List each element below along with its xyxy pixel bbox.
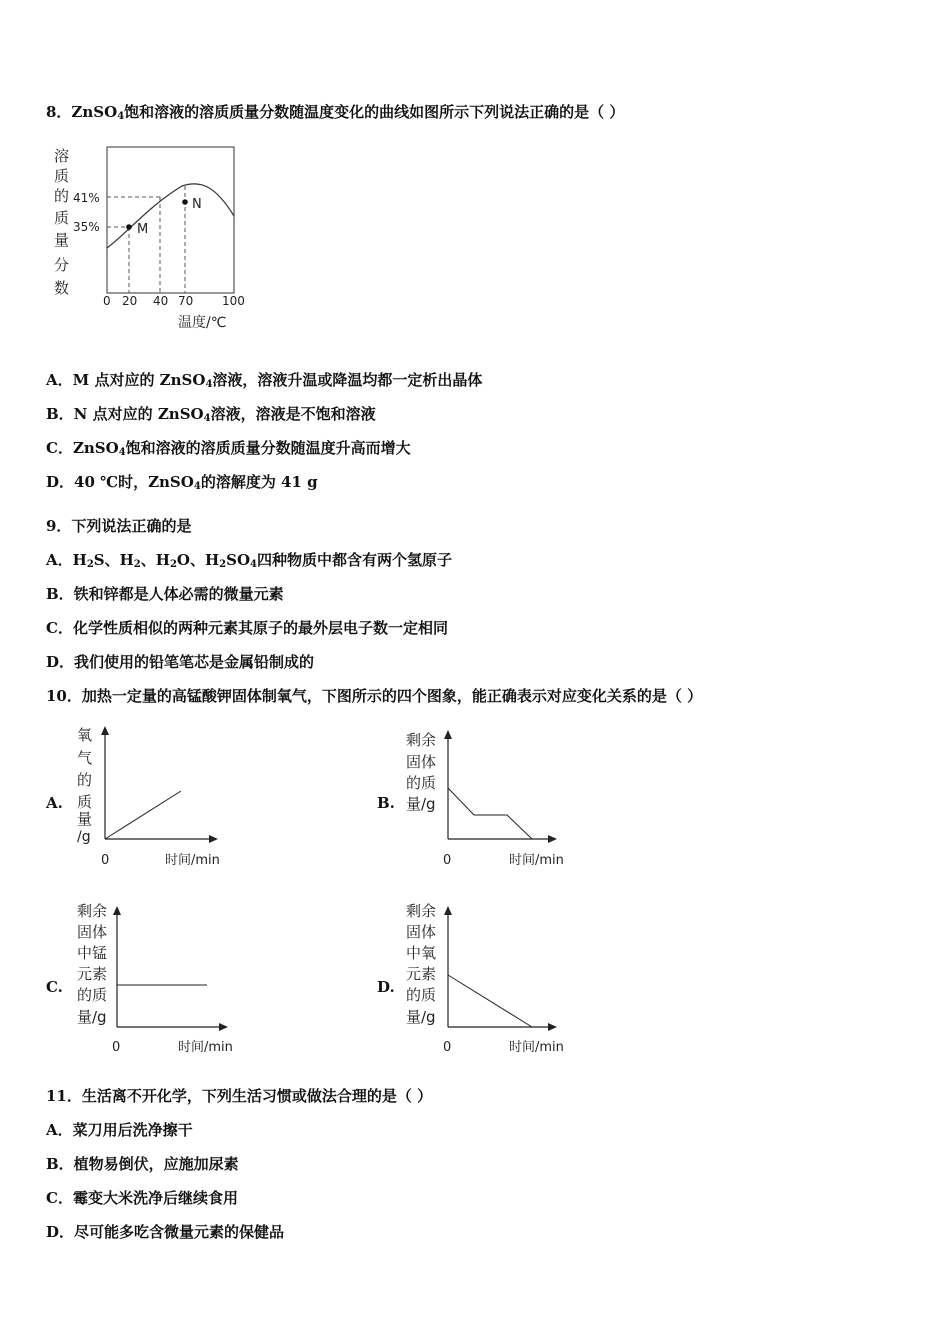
q9-option-a: A．$H_2S$、$H_2$、$H_2O$、$H_2SO_4$四种物质中都含有两个氢原子: [46, 551, 453, 570]
svg-text:时间/min: 时间/min: [165, 853, 220, 868]
svg-text:量: 量: [77, 810, 93, 828]
svg-text:的质: 的质: [406, 986, 437, 1004]
q8-ytick-35: 35%: [73, 220, 100, 234]
svg-text:量/g: 量/g: [406, 1008, 436, 1026]
svg-text:中氧: 中氧: [406, 944, 437, 962]
svg-text:剩余: 剩余: [77, 902, 108, 920]
q8-chart: [54, 147, 245, 331]
q8-ylabel-c6: 数: [54, 279, 70, 297]
q8-xtick-40: 40: [153, 294, 169, 308]
q9-option-b: B．铁和锌都是人体必需的微量元素: [46, 585, 284, 603]
q10-b-line: [448, 788, 532, 839]
q11-option-a: A．菜刀用后洗净擦干: [46, 1121, 193, 1139]
svg-text:氧: 氧: [77, 726, 93, 744]
q11-option-b: B．植物易倒伏，应施加尿素: [46, 1155, 239, 1173]
q8-xtick-100: 100: [222, 294, 245, 308]
q8-option-d: D．40 ℃时，ZnSO$_4$的溶解度为 41 g: [46, 473, 318, 492]
q8-ylabel-c2: 的: [54, 187, 70, 205]
q10-d-line: [448, 975, 532, 1027]
svg-text:的: 的: [77, 771, 93, 789]
svg-text:0: 0: [443, 1040, 452, 1055]
q11-stem: 11．生活离不开化学，下列生活习惯或做法合理的是（ ）: [46, 1087, 433, 1105]
q10-graph-d: [406, 902, 564, 1055]
q8-option-b: B．N 点对应的 ZnSO$_4$溶液，溶液是不饱和溶液: [46, 405, 376, 424]
q9-option-d: D．我们使用的铅笔笔芯是金属铅制成的: [46, 653, 315, 671]
q8-ylabel-c0: 溶: [54, 147, 70, 165]
svg-text:剩余: 剩余: [406, 902, 437, 920]
q8-point-n: [182, 199, 188, 205]
q8-option-c: C．ZnSO$_4$饱和溶液的溶质质量分数随温度升高而增大: [46, 439, 411, 458]
svg-text:中锰: 中锰: [77, 944, 108, 962]
q10-a-line: [105, 791, 181, 839]
svg-text:0: 0: [443, 853, 452, 868]
q8-stem: 8．ZnSO$_4$饱和溶液的溶质质量分数随温度变化的曲线如图所示下列说法正确的是（ ）: [46, 103, 625, 122]
svg-text:量/g: 量/g: [77, 1008, 107, 1026]
svg-text:剩余: 剩余: [406, 731, 437, 749]
svg-text:的质: 的质: [406, 774, 437, 792]
q8-ylabel-c3: 质: [54, 209, 70, 227]
q8-ylabel-c5: 分: [54, 256, 70, 274]
q9-option-c: C．化学性质相似的两种元素其原子的最外层电子数一定相同: [46, 619, 448, 637]
svg-text:时间/min: 时间/min: [509, 1040, 564, 1055]
q10-letter-c: C.: [46, 978, 63, 996]
svg-text:0: 0: [112, 1040, 121, 1055]
q8-xtick-20: 20: [122, 294, 138, 308]
svg-text:的质: 的质: [77, 986, 108, 1004]
q8-ylabel-c1: 质: [54, 167, 70, 185]
q11-option-d: D．尽可能多吃含微量元素的保健品: [46, 1223, 285, 1241]
q8-frame: [107, 147, 234, 293]
svg-text:量/g: 量/g: [406, 795, 436, 813]
q8-xtick-0: 0: [103, 294, 111, 308]
q10-letter-a: A.: [46, 794, 63, 812]
svg-text:固体: 固体: [77, 923, 108, 941]
svg-text:固体: 固体: [406, 923, 437, 941]
svg-text:气: 气: [77, 749, 93, 767]
q10-letter-d: D.: [377, 978, 395, 996]
q11-option-c: C．霉变大米洗净后继续食用: [46, 1189, 238, 1207]
q9-stem: 9．下列说法正确的是: [46, 517, 192, 535]
q8-xtick-70: 70: [178, 294, 194, 308]
q8-curve: [107, 184, 234, 248]
q10-graph-a: [77, 726, 220, 868]
svg-text:时间/min: 时间/min: [178, 1040, 233, 1055]
q10-graph-c: [77, 902, 233, 1055]
q10-stem: 10．加热一定量的高锰酸钾固体制氧气，下图所示的四个图象，能正确表示对应变化关系的是（ ）: [46, 687, 703, 705]
svg-text:/g: /g: [77, 829, 91, 845]
q8-point-m: [126, 224, 132, 230]
q10-letter-b: B.: [377, 794, 395, 812]
svg-text:元素: 元素: [77, 965, 108, 983]
q8-label-n: N: [192, 197, 202, 212]
svg-text:元素: 元素: [406, 965, 437, 983]
svg-text:0: 0: [101, 853, 110, 868]
q8-ylabel-c4: 量: [54, 231, 70, 249]
q8-option-a: A．M 点对应的 ZnSO$_4$溶液，溶液升温或降温均都一定析出晶体: [46, 371, 483, 390]
svg-text:固体: 固体: [406, 753, 437, 771]
svg-text:质: 质: [77, 793, 93, 811]
q8-xlabel: 温度/℃: [178, 315, 227, 331]
q8-ytick-41: 41%: [73, 191, 100, 205]
svg-text:时间/min: 时间/min: [509, 853, 564, 868]
q8-label-m: M: [137, 222, 149, 237]
q10-graph-b: [406, 730, 564, 868]
